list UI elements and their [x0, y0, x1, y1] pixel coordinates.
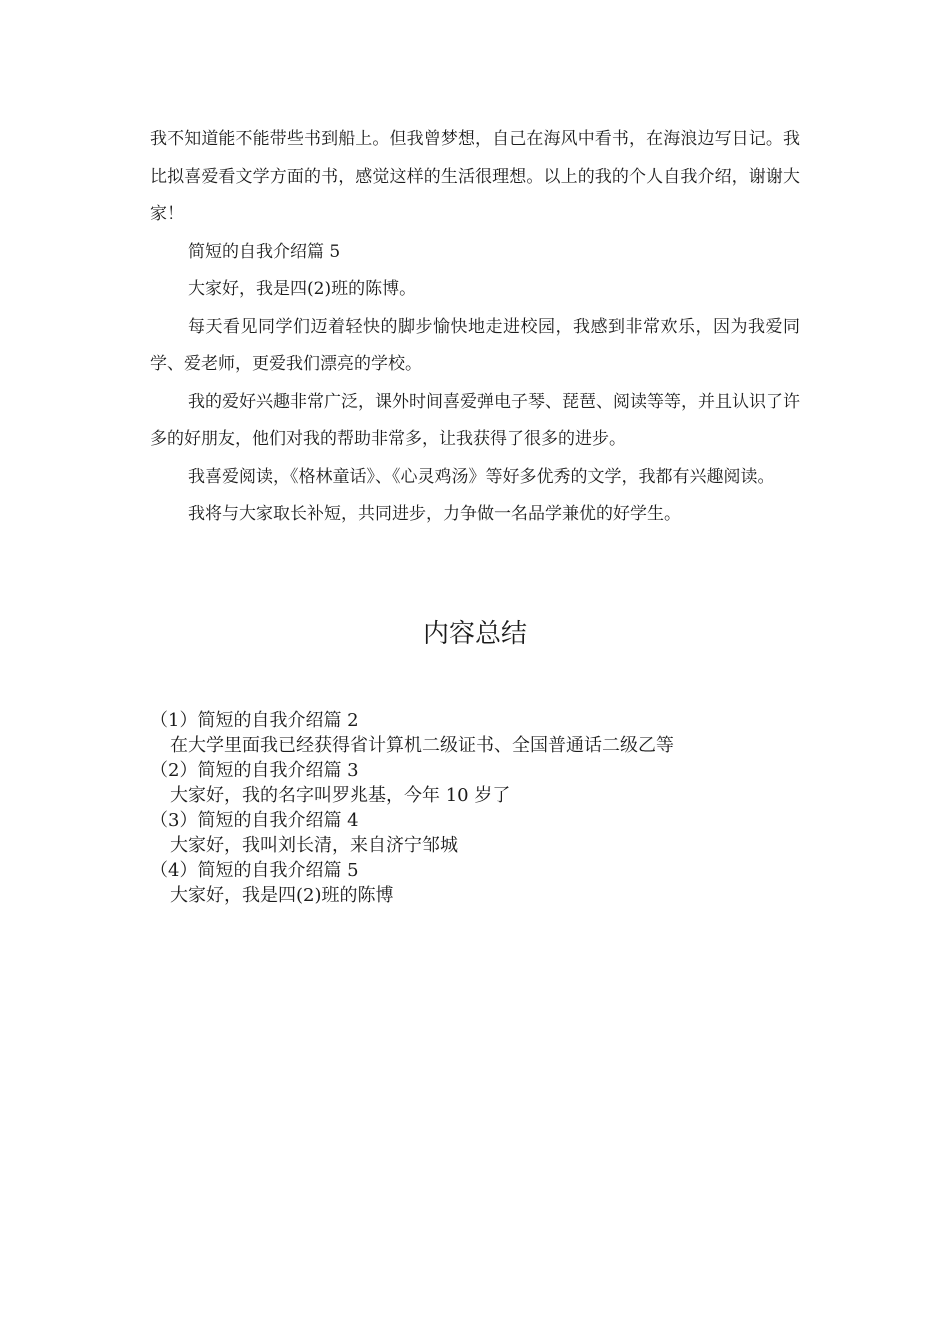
paragraph: 我将与大家取长补短，共同进步，力争做一名品学兼优的好学生。: [188, 504, 681, 524]
list-item: [150, 758, 830, 808]
summary-item-text: 大家好，我的名字叫罗兆基，今年 10 岁了: [170, 785, 511, 806]
list-item: [150, 808, 830, 858]
body-text: [150, 121, 800, 534]
paragraph: 每天看见同学们迈着轻快的脚步愉快地走进校园，我感到非常欢乐，因为我爱同学、爱老师，更爱我们漂亮的学校。: [150, 316, 800, 374]
paragraph: 简短的自我介绍篇 5: [188, 241, 341, 262]
summary-item-heading: （3）简短的自我介绍篇 4: [150, 810, 359, 831]
paragraph: 我喜爱阅读，《格林童话》、《心灵鸡汤》等好多优秀的文学，我都有兴趣阅读。: [188, 466, 775, 487]
summary-item-heading: （2）简短的自我介绍篇 3: [150, 760, 359, 781]
list-item: [150, 858, 830, 908]
summary-item-heading: （4）简短的自我介绍篇 5: [150, 860, 359, 881]
summary-item-text: 在大学里面我已经获得省计算机二级证书、全国普通话二级乙等: [170, 735, 674, 756]
summary-title: 内容总结: [422, 619, 527, 649]
summary-item-heading: （1）简短的自我介绍篇 2: [150, 710, 359, 731]
list-item: [150, 708, 830, 758]
paragraph: 我的爱好兴趣非常广泛，课外时间喜爱弹电子琴、琵琶、阅读等等，并且认识了许多的好朋友，他们对我的帮助非常多，让我获得了很多的进步。: [150, 391, 800, 449]
summary-list: [150, 708, 830, 908]
paragraph: 我不知道能不能带些书到船上。但我曾梦想，自己在海风中看书，在海浪边写日记。我比拟喜爱看文学方面的书，感觉这样的生活很理想。以上的我的个人自我介绍，谢谢大家！: [150, 129, 800, 224]
summary-item-text: 大家好，我叫刘长清，来自济宁邹城: [170, 835, 458, 856]
paragraph: 大家好，我是四(2)班的陈博。: [188, 279, 417, 299]
summary-item-text: 大家好，我是四(2)班的陈博: [170, 885, 394, 906]
